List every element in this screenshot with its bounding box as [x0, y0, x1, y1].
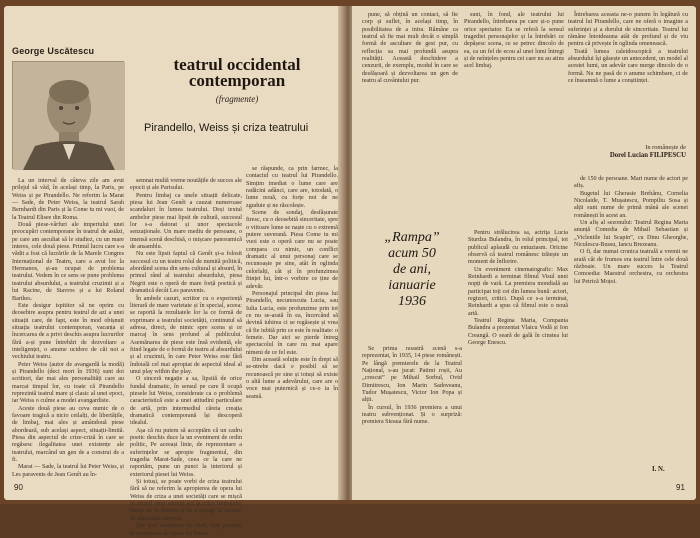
right-column-5: [468, 230, 568, 486]
paragraph: Două piese-vârfuri ale imperiului unei preocupări contemporane în teatrul de astăzi, pe care am ascultat să le studiez, cu un mare interes, cele două piese. Primul lucru care s-a vădit a fost că lucrările de la Marele Congres Internațional de Teatru, care a avut loc la Hermanos, și-au ocupat de problema teatrului. Vedem în ce sens se pune problema teatrului absurdului, a teatrului cruzimii și a lui Racine, de Stavros și a lui Roland Barthes.: [12, 222, 124, 302]
paragraph: de 150 de persoane. Mari nume de actori pe afiș.: [574, 176, 688, 190]
rampa-heading-line: 1936: [398, 294, 426, 309]
article-subtitle: Pirandello, Weiss și criza teatrului: [144, 122, 309, 134]
paragraph: În ambele cazuri, scriitor cu o experiență literară de mare varietate și în special, aceea: se raportă la rezultatele lor la ce formă de exprimare a teatrului societății, continutul să adresa, direct, de nimic spre scena și ce marcaj în sens profund al publicului. Asemănarea de piese este însă evidentă, ele fiind legate de o formă de teatru al absurdului și al cruzimii, în care Peter Weiss este fără îndoială cel mai apropiat de aspectul ideal al unui play within the play.: [130, 295, 242, 375]
paragraph: O fi, dar numai cronica teatrală a vremii ne arată cât de frumos era teatrul între cele două războaie. Un mare succes la Teatrul Comoedia: Maestrul orchestra, cu orchestra lui Petrică Moțoi.: [574, 249, 688, 285]
paragraph: La un interval de câteva zile am avut prilejul să văd, în același timp, la Paris, pe Weiss și pe Pirandello. Ne referim la Marat — Sade, de Peter Weiss, la teatrul Sarah Bernhardt din Paris și la Come tu mi vuoi, de la Teatrul Elisee din Roma.: [12, 178, 124, 221]
rampa-heading-line: de ani,: [392, 262, 432, 277]
translation-note: In românește de: [645, 144, 686, 151]
paragraph: se răspunde, ca prin farmec, la contactul cu teatrul lui Pirandello. Simțim imediat o lume care are radăcini adânci, care are, totodată, o lume nouă, cu forțe noi de ne zguduie și ne răscolește.: [246, 166, 338, 209]
paragraph: pune, să obțină un contact, să fie corp și suflet, în același timp, în posibilitatea de a intra. Rămâne ca teatrul să fie mai mult decât o simplă formă de ascultare de gest pur, cu reflecția sa mai profundă asupra realității. Această deschidere a cenzurii, de exemplu, modul în care se desfășoară și dezvoltarea un gen de teatru al cuvântului pur.: [362, 12, 458, 85]
paragraph: Peter Weiss (autor de avangardă la modă) și Pirandello (deci mort în 1936) sunt doi scriitori, dar mai ales personalități care au marcat timpul lor, cu toate că Pirandello reprezintă teatrul mare și clasic al unei epoci, iar Weiss o culme a modei avangardiste.: [12, 361, 124, 405]
paragraph: Din această soluție este în drept să se-ntrebe dacă e posibil să se recunoască pe sine și totuși să existe o altă lume a adevărului, care are o voce mai puternică și ce-o ia în seamă.: [246, 356, 338, 400]
paragraph: sunt, în fond, ale teatrului lui Pirandello, întrebarea pe care și-o pune orice spectator. Ea se referă la sensul tragediei personajelor și la întrebări ce depășesc scena, ce se petrec dincolo de ea, ca un fel de ecou al unei lumi întregi și de neînțeles pentru cei care nu au atins acel limbaj.: [464, 12, 564, 70]
paragraph: În cursul, în 1936 premiera a unui teatru subvenționat. Și o surpriză: premiera Steaua fără nume.: [362, 404, 462, 426]
paragraph: Nu este lipsit faptul că Genêt și-a folosit succesul cu un teatru rolul de numită politică, abordând scena din sens cultural și absurd, în primul rând al teatrului absurdului, piesa Negrii este o operă de mare forță poetică și dramatică decât Les paravents.: [130, 251, 242, 295]
fragments-note: (fragmente): [215, 94, 259, 104]
paragraph: Personajul principal din piesa lui Pirandello, necunoscuta Lucia, sau Iulia Lucia, este profunzime prin tot ce nu se-arată în ea, încercând să devină iubirea ci se regăsește și vrea că fie iubită prin ce este în realitate: o femeie. Dar aici se pierde întreg spectacolul în care nu mai apare nimeni de ce fel este.: [246, 290, 338, 356]
author-portrait: [12, 61, 124, 169]
paragraph: semnat multă vreme noutățile de succes ale epocii și ale Parisului.: [130, 178, 242, 192]
rampa-heading-line: ianuarie: [388, 278, 436, 293]
left-column-1: [12, 178, 124, 488]
signoff-initials: I. N.: [652, 466, 665, 473]
article-title-line1: teatrul occidental: [173, 55, 301, 74]
paragraph: Marat — Sade, la teatrul lui Peter Weiss, și Les paravents de Jean Genêt au în-: [12, 464, 124, 478]
page-number-left: 90: [14, 483, 23, 492]
left-column-2: [130, 178, 242, 537]
paragraph: Întrebarea aceasta ne-o punem în legătură cu teatrul lui Pirandello, care ne oferă o imagine a suferinței și a dorului de sinceritate. Teatrul lui rămâne întotdeauna atât de profund și de viu pentru că privește în oglinda omenească.: [568, 12, 688, 48]
translator-name: Dorel Lucian FILIPESCU: [609, 152, 686, 159]
paragraph: Toată lumea caleidoscopică a teatrului absurdului își găsește un antecedent, un model al acestei lumi, un adevăr care merge dincolo de o formă. Nu ne pasă de o anume schimbare, ci de ce înseamnă o lume a conștiinței.: [568, 48, 688, 85]
left-column-3: [246, 166, 338, 488]
right-page: [352, 6, 696, 500]
paragraph: Pentru strălucirea sa, actrița Lucia Sturdza Bulandra, în rolul principal, tot publicul aplaudă cu entuziasm. Oricine observă că teatrul românesc trăiește un moment de înflorire.: [468, 230, 568, 266]
paragraph: Teatrul Regina Maria, Compania Bulandra a prezentat Vlaicu Vodă și Ion Creangă. O seară de gală în cinstea lui George Enescu.: [468, 318, 568, 347]
paragraph: Este desigur ispititor să ne oprim cu deosebire asupra pentru teatrul de azi a unei situații care, de fapt, este în mod obișnuit situația teatrului contemporan, vacanța și încercarea de a privi deschis asupra lucrurilor fără a-și pune întrebări de dezvoltare a inteligenței, o anume ucidere de căi noi a vechiului teatru.: [12, 302, 124, 361]
right-column-4: [362, 346, 462, 486]
right-column-1: [362, 12, 458, 222]
right-column-3: [568, 12, 688, 140]
paragraph: Aceste două piese au ceva numic de o favoare tragică a nicio ceilalți, de libertățile, de limbaj, mai ales și amândouă piese abordează, sub același aspect, situații-limită. Piesa din aspectul de crize-criză în care se regăsesc ilegalitatea unei existențe ale teatrului, marcând un gen de a construi de a fi.: [12, 405, 124, 464]
paragraph: Dar acel sentiment de criză, care privește la apropierea de opera lui Weiss: [130, 523, 242, 537]
paragraph: Un afiș al sezonului: Teatrul Regina Maria anunță Comedia de Mihail Sebastian și „Vicleniile lui Scapin”, cu Dinu Gheorghe, Niculescu-Bussu, Iancu Brezeanu.: [574, 220, 688, 249]
paragraph: Se prima noastră scenă s-a reprezentat, în 1935, 14 piese românești. Pe lângă premierele de la Teatrul Național, s-au jucat: Patimi roșii, Au „crescut” pe Mihail Sorbul, Ovid Dimitrescu, Ion Marin Sadoveanu, Tudor Mușatescu, Victor Ion Popa și alții.: [362, 346, 462, 404]
portrait-illustration: [13, 62, 125, 170]
rampa-heading-box: [362, 230, 462, 338]
paragraph: Bugetul lui Gherasie Brebânu, Cornelia Nicolaide, T. Mușatescu, Pompiliu Sosa și alții sunt nume de primă mână ale scenei românești în acest an.: [574, 190, 688, 219]
paragraph: Scene de sondaj, desfășurate firesc, cu o deosebită sinceritate, spre o viitoare lume se naște cu o extremă putere suverană. Piesa Come tu mi vuoi este o operă care nu se poate compara cu nimic, un conflict dramatic al unui personaj care se recunoaște pe sine, atât în oglinda celorlalți, cât și în profunzimea ființei lui, într-o vorbire ce ține de adevăr.: [246, 210, 338, 290]
rampa-heading-line: acum 50: [388, 246, 436, 261]
page-number-right: 91: [676, 483, 685, 492]
right-column-6: [574, 176, 688, 486]
left-page: [4, 6, 344, 537]
paragraph: Așa că nu putem să acceptăm că un cadru poetic deschis duce la un eveniment de ordin politic, Pe aceeași linie, de reprezentare a suferințelor se apropie fragmentul, din tragedia Marat-Sade, ceea ce la care ne raportăm, pune un punct la interiorul și exteriorul piesei lui Weiss.: [130, 427, 242, 478]
author-name: George Uscătescu: [12, 46, 95, 56]
right-column-2: [464, 12, 564, 222]
article-title-line2: contemporan: [188, 71, 286, 90]
rampa-heading-line: „Rampa”: [384, 230, 440, 245]
paragraph: O sinceră negație a sa, lipsită de orice fundal dramatic, în sensul pe care îl ocupă piesele lui Weiss, considerate ca o problemă caracteristică este a unei atitudini particulare de artă, prin intermediul căreia creația dramatică contemporană își descoperă idealul.: [130, 376, 242, 427]
paragraph: Pentru limbaj ca unele situații delicate, piesa lui Jean Genêt a cauzat numeroase scandaluri în lumea teatrului. Deși textul ambelor piese mai lipsit de cultură, succesul lor s-a datorat și unor spectacole senzaționale. Un mare mediu de persoane, o imensă scenă deschisă, o mișcare panoramică de ansamblu.: [130, 192, 242, 251]
paragraph: Și totuși, se poate vorbi de criza teatrului fără să ne referim la apropierea de opera lui Weiss de criza a unei societăți care se mișcă în sensul unui anumit act la criza limbajului însuși de la fluența și de a ajunge la moduri de adevărată meserie.: [130, 479, 242, 522]
paragraph: Un eveniment cinematografic: Max Reinhardt a terminat filmul Visul unei nopți de vară. La premiera mondială au participat toți cei din lumea bună: actori, regizori, critici. După ce s-a terminat, Reinhardt a spus că filmul este o nouă artă.: [468, 266, 568, 317]
